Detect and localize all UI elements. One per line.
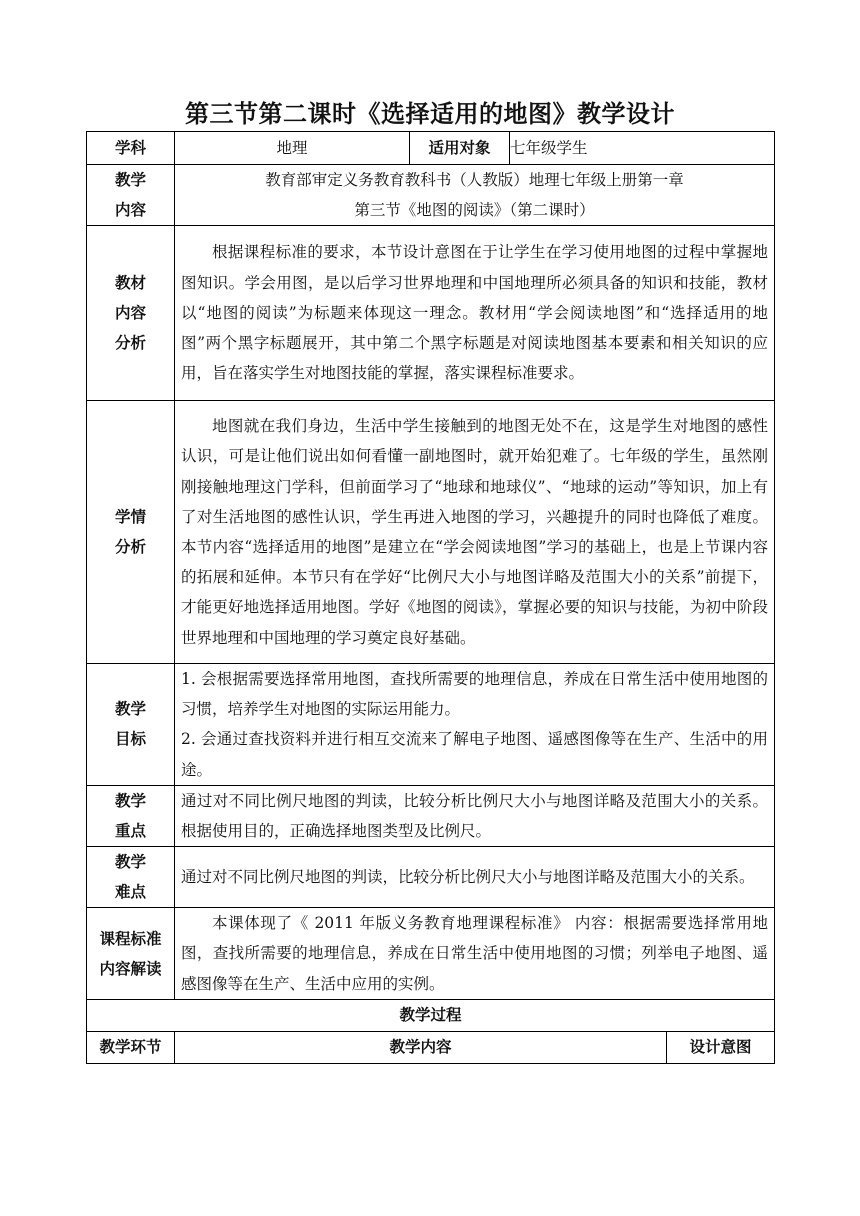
- difficult-label-line2: 难点: [114, 883, 146, 902]
- key-label-line2: 重点: [114, 822, 146, 841]
- content-label-line1: 教学: [114, 171, 146, 189]
- goal-2: 2. 会通过查找资料并进行相互交流来了解电子地图、遥感图像等在生产、生活中的用途。: [181, 730, 768, 779]
- student-label-line1: 学情: [114, 508, 146, 526]
- process-heading-row: [87, 999, 775, 1031]
- standard-label-line1: 课程标准: [99, 929, 162, 948]
- key-text: 通过对不同比例尺地图的判读，比较分析比例尺大小与地图详略及范围大小的关系。根据使用目的，正确选择地图类型及比例尺。: [181, 791, 768, 841]
- process-heading: 教学过程: [87, 999, 775, 1031]
- content-value: [175, 165, 775, 226]
- difficult-text-cell: [175, 847, 775, 908]
- difficult-label: [87, 847, 175, 908]
- material-row: [87, 226, 775, 401]
- col-intent: 设计意图: [667, 1031, 775, 1063]
- subject-value: 地理: [175, 132, 410, 165]
- student-text: 地图就在我们身边，生活中学生接触到的地图无处不在，这是学生对地图的感性认识，可是让他们说出如何看懂一副地图时，就开始犯难了。七年级的学生，虽然刚刚接触地理这门学科，但前面学习了“地球和地球仪”、“地球的运动”等知识，加上有了对生活地图的感性认识，学生再进入地图的学习，兴趣提升的同时也降低了难度。本节内容“选择适用的地图”是建立在“学会阅读地图”学习的基础上，也是上节课内容的拓展和延伸。本节只有在学好“比例尺大小与地图详略及范围大小的关系”前提下，才能更好地选择适用地图。学好《地图的阅读》，掌握必要的知识与技能，为初中阶段世界地理和中国地理的学习奠定良好基础。: [181, 417, 768, 647]
- material-text: 根据课程标准的要求，本节设计意图在于让学生在学习使用地图的过程中掌握地图知识。学会用图，是以后学习世界地理和中国地理所必须具备的知识和技能，教材以“地图的阅读”为标题来体现这一理念。教材用“学会阅读地图”和“选择适用的地图”两个黑字标题展开，其中第二个黑字标题是对阅读地图基本要素和相关知识的应用，旨在落实学生对地图技能的掌握，落实课程标准要求。: [181, 243, 768, 383]
- difficult-row: [87, 847, 775, 908]
- material-label-line2: 内容: [114, 304, 146, 322]
- standard-text-cell: [175, 908, 775, 1000]
- content-label: [87, 165, 175, 226]
- goal-1: 1. 会根据需要选择常用地图，查找所需要的地理信息，养成在日常生活中使用地图的习惯，培养学生对地图的实际运用能力。: [181, 670, 768, 719]
- key-row: [87, 785, 775, 846]
- material-text-cell: [175, 226, 775, 401]
- content-line1: 教育部审定义务教育教科书（人教版）地理七年级上册第一章: [265, 171, 684, 189]
- audience-value: 七年级学生: [510, 132, 775, 165]
- subject-row: [87, 132, 775, 165]
- goals-label: [87, 664, 175, 786]
- col-stage: 教学环节: [87, 1031, 175, 1063]
- key-label-line1: 教学: [114, 792, 146, 811]
- goals-text-cell: [175, 664, 775, 786]
- difficult-label-line1: 教学: [114, 853, 146, 872]
- goals-label-line1: 教学: [114, 700, 146, 719]
- col-content: 教学内容: [175, 1031, 667, 1063]
- content-row: [87, 165, 775, 226]
- document-title: 第三节第二课时《选择适用的地图》教学设计: [185, 100, 675, 128]
- subject-label: 学科: [87, 132, 175, 165]
- process-columns-row: [87, 1031, 775, 1063]
- goals-label-line2: 目标: [114, 730, 146, 749]
- content-label-line2: 内容: [114, 201, 146, 219]
- goals-row: [87, 664, 775, 786]
- material-label-line3: 分析: [114, 334, 146, 352]
- key-label: [87, 785, 175, 846]
- student-text-cell: [175, 401, 775, 664]
- key-text-cell: [175, 785, 775, 846]
- lesson-plan-table: [86, 131, 775, 1064]
- student-label: [87, 401, 175, 664]
- standard-row: [87, 908, 775, 1000]
- student-row: [87, 401, 775, 664]
- content-line2: 第三节《地图的阅读》（第二课时）: [354, 201, 595, 219]
- standard-label-line2: 内容解读: [99, 959, 162, 978]
- audience-label: 适用对象: [410, 132, 510, 165]
- standard-text: 本课体现了《 2011 年版义务教育地理课程标准》 内容：根据需要选择常用地图，查找所需要的地理信息，养成在日常生活中使用地图的习惯；列举电子地图、遥感图像等在生产、生活中应用的实例。: [181, 914, 768, 993]
- standard-label: [87, 908, 175, 1000]
- student-label-line2: 分析: [114, 538, 146, 556]
- difficult-text: 通过对不同比例尺地图的判读，比较分析比例尺大小与地图详略及范围大小的关系。: [181, 868, 755, 887]
- material-label-line1: 教材: [114, 274, 146, 292]
- material-label: [87, 226, 175, 401]
